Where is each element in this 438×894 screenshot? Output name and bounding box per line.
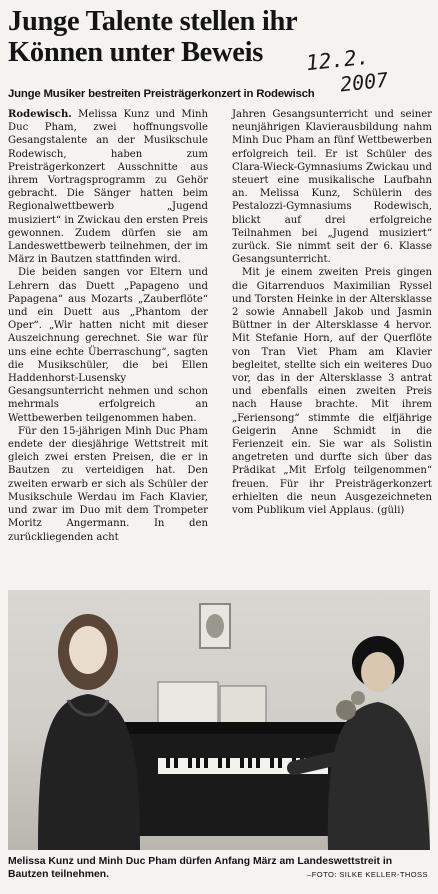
article-photo bbox=[8, 590, 430, 850]
article-headline: Junge Talente stellen ihr Können unter Beweis bbox=[8, 6, 297, 68]
woman-face bbox=[69, 626, 107, 674]
paragraph: Die beiden sangen vor Eltern und Lehrern das Duett „Papageno und Papagena“ aus Mozarts „Zauberflöte“ und ein Duett aus „Phantom der Oper“. „Wir hatten nicht mit dieser Auszeichnung gerechnet. Sie war für uns eine echte Überraschung“, sagten die Musikschüler, die bei Ellen Haddenhorst-Lusensky Gesangsunterricht nehmen und schon mehrmals erfolgreich an Wettbewerben teilgenommen haben. bbox=[8, 267, 208, 424]
piano-fallboard bbox=[124, 722, 354, 734]
paragraph bbox=[8, 108, 208, 266]
woman-body bbox=[38, 694, 140, 850]
paragraph: Jahren Gesangsunterricht und seiner neunjährigen Klavierausbildung nahm Minh Duc Pham an fünf Wettbewerben erfolgreich teil. Er ist Schüler des Clara-Wieck-Gymnasiums Zwickau und steuert eine musikalische Laufbahn an. Melissa Kunz, Schülerin des Pestalozzi-Gymnasiums Rodewisch, blickt auf drei erfolgreiche Teilnahmen bei „Jugend musiziert“ zurück. Sie nimmt seit der 6. Klasse Gesangsunterricht. bbox=[232, 109, 432, 266]
man-face bbox=[361, 652, 395, 692]
photo-caption: Melissa Kunz und Minh Duc Pham dürfen Anfang März am Landeswettstreit in Bautzen teilnehmen. bbox=[8, 856, 393, 880]
paragraph-text: Melissa Kunz und Minh Duc Pham, zwei hoffnungsvolle Gesangstalente an der Musikschule Rodewisch, haben zum Preisträgerkonzert Ausschnitte aus ihrem Vortragsprogramm zu Gehör gebracht. Die Sänger hatten beim Regionalwettbewerb „Jugend musiziert“ in Zwickau den ersten Preis gewonnen. Zudem dürfen sie am Landeswettbewerb teilnehmen, der im März in Bautzen stattfinden wird. bbox=[8, 109, 208, 266]
handwritten-date-year: 2007 bbox=[338, 67, 390, 97]
dateline: Rodewisch. bbox=[8, 109, 72, 120]
article-subheadline: Junge Musiker bestreiten Preisträgerkonzert in Rodewisch bbox=[8, 88, 315, 100]
piano-body bbox=[128, 728, 348, 836]
handwritten-date-day: 12.2. bbox=[304, 44, 371, 76]
flowers bbox=[336, 700, 356, 720]
article-column-2 bbox=[232, 108, 432, 517]
photo-credit: –FOTO: SILKE KELLER-THOSS bbox=[307, 870, 428, 879]
article-column-1 bbox=[8, 108, 208, 544]
paragraph: Mit je einem zweiten Preis gingen die Gitarrenduos Maximilian Ryssel und Torsten Heinke in der Altersklasse 2 sowie Annabell Jakob und Jasmin Büttner in der Altersklasse 4 hervor. Mit Stefanie Horn, auf der Querflöte von Tran Viet Pham am Klavier begleitet, stellte sich ein weiteres Duo vor, das in der Altersklasse 3 antrat und ebenfalls einen zweiten Preis nach Hause brachte. Mit ihrem „Feriensong“ stimmte die elfjährige Geigerin Anne Schmidt in die Ferienzeit ein. Sie war als Solistin angetreten und durfte sich über das Prädikat „Mit Erfolg teilgenommen“ freuen. Für ihr Preisträgerkonzert erhielten die neun Ausgezeichneten vom Publikum viel Applaus. (güli) bbox=[232, 267, 432, 517]
paragraph: Für den 15-jährigen Minh Duc Pham endete der diesjährige Wettstreit mit gleich zwei ersten Preisen, die er in Bautzen zu verteidigen hat. Den zweiten erwarb er sich als Schüler der Musikschule Werdau im Fach Klavier, und zwar im Duo mit dem Trompeter Moritz Angermann. In den zurückliegenden acht bbox=[8, 425, 208, 543]
